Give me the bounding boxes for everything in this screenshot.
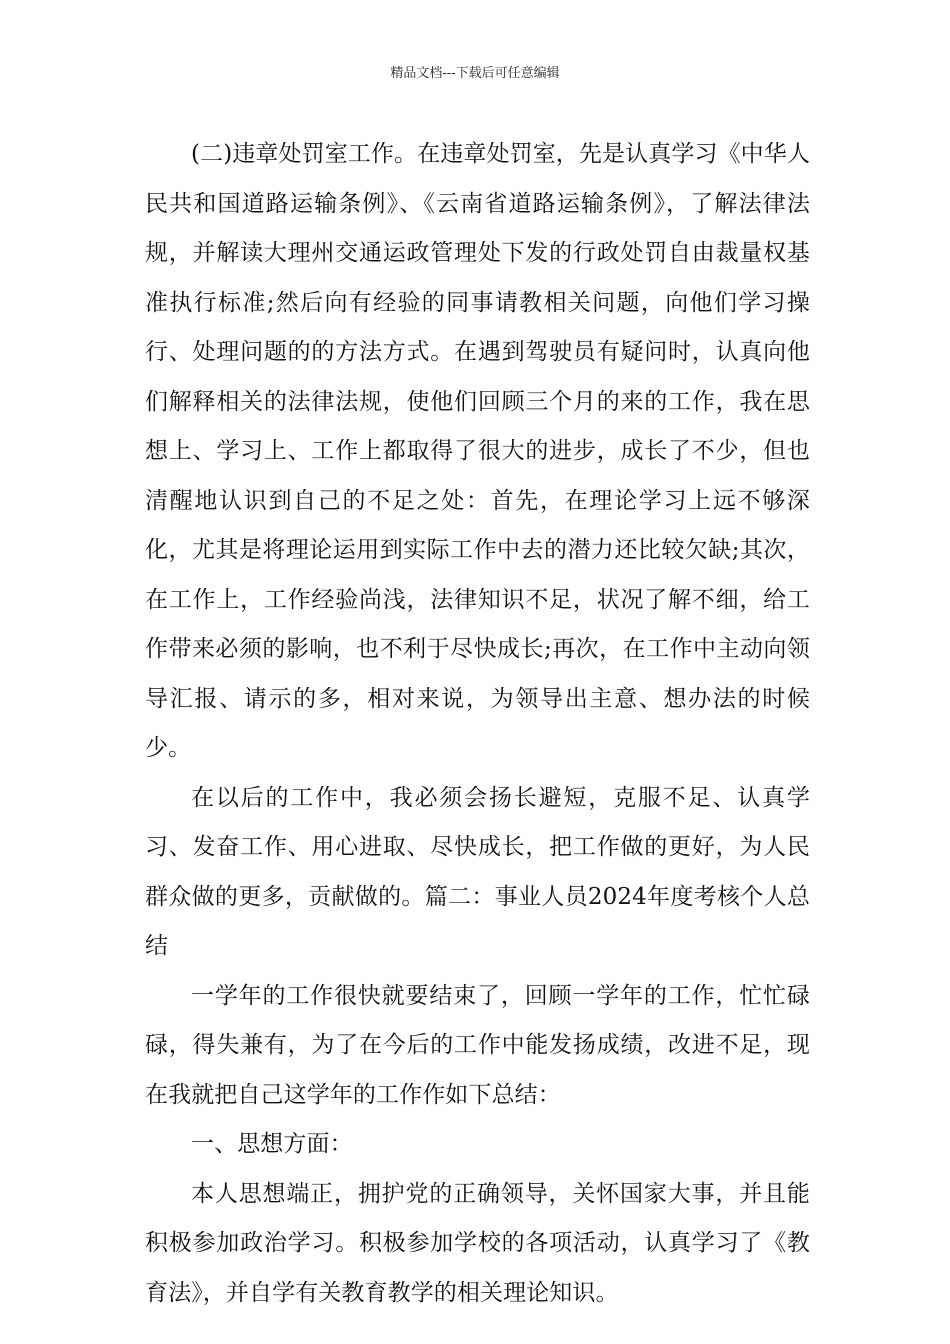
section-heading-ideology: 一、思想方面：: [191, 1131, 353, 1157]
paragraph-future-work: 在以后的工作中，我必须会扬长避短，克服不足、认真学习、发奋工作、用心进取、尽快成长，把工作做的更好，为人民群众做的更多，贡献做的。篇二：事业人员2024年度考核个人总结: [145, 784, 810, 959]
paragraph-ideology: 本人思想端正，拥护党的正确领导，关怀国家大事，并且能积极参加政治学习。积极参加学校的各项活动，认真学习了《教育法》，并自学有关教育教学的相关理论知识。: [145, 1180, 810, 1306]
paragraph-year-review: 一学年的工作很快就要结束了，回顾一学年的工作，忙忙碌碌，得失兼有，为了在今后的工作中能发扬成绩，改进不足，现在我就把自己这学年的工作作如下总结：: [145, 982, 810, 1108]
document-body: [145, 130, 810, 1318]
page-header: 精品文档---下载后可任意编辑: [390, 66, 560, 81]
paragraph-violation-office: (二)违章处罚室工作。在违章处罚室，先是认真学习《中华人民共和国道路运输条例》、《云南省道路运输条例》，了解法律法规，并解读大理州交通运政管理处下发的行政处罚自由裁量权基准执行标准;然后向有经验的同事请教相关问题，向他们学习操行、处理问题的的方法方式。在遇到驾驶员有疑问时，认真向他们解释相关的法律法规，使他们回顾三个月的来的工作，我在思想上、学习上、工作上都取得了很大的进步，成长了不少，但也清醒地认识到自己的不足之处：首先，在理论学习上远不够深化，尤其是将理论运用到实际工作中去的潜力还比较欠缺;其次，在工作上，工作经验尚浅，法律知识不足，状况了解不细，给工作带来必须的影响，也不利于尽快成长;再次，在工作中主动向领导汇报、请示的多，相对来说，为领导出主意、想办法的时候少。: [145, 141, 810, 761]
